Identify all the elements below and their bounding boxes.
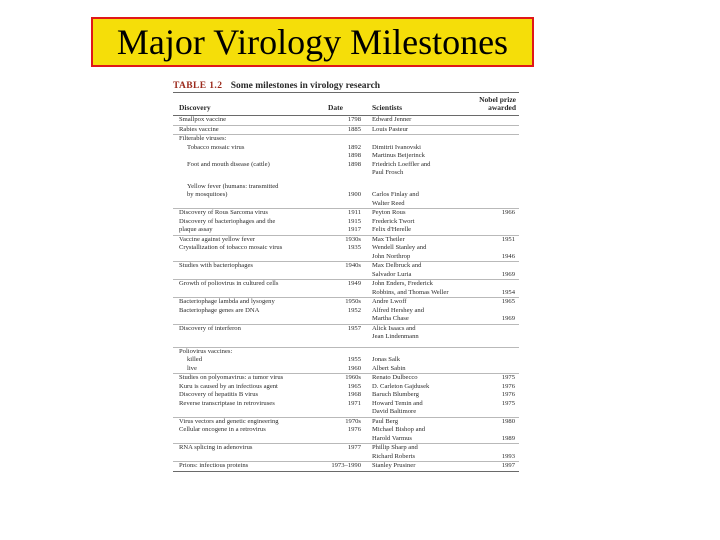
scientists-cell: Walter Reed (372, 199, 405, 207)
date-cell: 1960 (347, 364, 361, 372)
header-nobel-line1: Nobel prize (479, 95, 516, 104)
scientists-cell: John Enders, Frederick (372, 280, 433, 287)
scientists-cell: Dimitrii Ivanovski (372, 143, 421, 151)
date-cell: 1892 (347, 143, 361, 151)
discovery-cell: Poliovirus vaccines: (179, 347, 233, 355)
nobel-cell: 1946 (501, 252, 515, 260)
table-row (173, 400, 519, 409)
discovery-cell: Crystallization of tobacco mosaic virus (179, 244, 283, 251)
header-nobel-line2: awarded (488, 103, 516, 112)
table-row (173, 169, 519, 178)
nobel-cell: 1969 (501, 270, 515, 278)
table-row (173, 391, 519, 400)
nobel-cell: 1966 (501, 209, 515, 216)
milestones-table (173, 80, 519, 472)
discovery-cell: Bacteriophage lambda and lysogeny (179, 298, 275, 305)
date-cell: 1798 (347, 116, 361, 123)
table-row (173, 426, 519, 435)
table-row (173, 289, 519, 298)
discovery-cell: Kuru is caused by an infectious agent (179, 382, 278, 390)
date-cell: 1960s (345, 374, 361, 381)
date-cell: 1977 (347, 444, 361, 451)
discovery-cell: killed (187, 356, 203, 363)
table-row (173, 134, 519, 144)
scientists-cell: Alfred Hershey and (372, 306, 424, 314)
scientists-cell: Martinus Beijerinck (372, 152, 425, 159)
slide-title: Major Virology Milestones (116, 22, 509, 62)
table-row (173, 191, 519, 200)
table-row (173, 333, 519, 342)
scientists-cell: David Baltimore (372, 408, 417, 415)
scientists-cell: Wendell Stanley and (372, 244, 427, 251)
date-cell: 1957 (347, 324, 361, 332)
scientists-cell: Michael Bishop and (372, 426, 426, 433)
discovery-cell: Discovery of interferon (179, 324, 241, 332)
date-cell: 1930s (345, 235, 361, 243)
table-row (173, 261, 519, 271)
header-date: Date (328, 103, 343, 112)
table-row (173, 152, 519, 161)
table-row (173, 453, 519, 462)
table-body (173, 116, 519, 471)
nobel-cell: 1976 (501, 391, 515, 398)
scientists-cell: Jonas Salk (372, 356, 401, 363)
date-cell: 1949 (347, 280, 361, 287)
table-row (173, 200, 519, 209)
scientists-cell: Howard Temin and (372, 399, 423, 407)
nobel-cell: 1989 (501, 434, 515, 442)
scientists-cell: Friedrich Loeffler and (372, 160, 431, 168)
scientists-cell: Louis Pasteur (372, 125, 409, 133)
scientists-cell: John Northrop (372, 252, 411, 260)
discovery-cell: Growth of poliovirus in cultured cells (179, 280, 279, 287)
scientists-cell: D. Carleton Gajdusek (372, 382, 430, 390)
scientists-cell: Salvador Luria (372, 270, 412, 278)
discovery-cell: Discovery of bacteriophages and the (179, 217, 276, 225)
discovery-cell: Smallpox vaccine (179, 116, 227, 123)
table-row (173, 324, 519, 334)
header-scientists: Scientists (372, 103, 402, 112)
table-caption (173, 80, 519, 92)
table-row (173, 226, 519, 235)
discovery-cell: Prions: infectious proteins (179, 462, 249, 469)
table-row (173, 365, 519, 374)
discovery-cell: Filterable viruses: (179, 135, 227, 142)
scientists-cell: Baruch Blumberg (372, 391, 419, 398)
discovery-cell: Rabies vaccine (179, 125, 219, 133)
discovery-cell: Foot and mouth disease (cattle) (187, 160, 270, 168)
nobel-cell: 1976 (501, 382, 515, 390)
table-row (173, 116, 519, 125)
scientists-cell: Phillip Sharp and (372, 444, 418, 451)
table-row (173, 443, 519, 453)
table-row (173, 235, 519, 245)
scientists-cell: Renato Dulbecco (372, 374, 418, 381)
discovery-cell: Studies on polyomavirus: a tumor virus (179, 374, 284, 381)
discovery-cell: Reverse transcriptase in retroviruses (179, 399, 275, 407)
table-row (173, 144, 519, 153)
scientists-cell: Richard Roberts (372, 452, 416, 460)
nobel-cell: 1975 (501, 399, 515, 407)
nobel-cell: 1954 (501, 288, 515, 296)
discovery-cell: Discovery of Rous Sarcoma virus (179, 209, 268, 216)
table-row (173, 218, 519, 227)
date-cell: 1955 (347, 356, 361, 363)
date-cell: 1900 (347, 191, 361, 198)
table-row (173, 297, 519, 307)
discovery-cell: Vaccine against yellow fever (179, 235, 255, 243)
scientists-cell: Max Delbruck and (372, 262, 422, 269)
discovery-cell: Cellular oncogene in a retrovirus (179, 426, 266, 433)
table-row (173, 208, 519, 218)
discovery-cell: plaque assay (179, 226, 213, 233)
table-bottom-rule (173, 471, 519, 472)
discovery-cell: Bacteriophage genes are DNA (179, 306, 260, 314)
scientists-cell: Jean Lindenmann (372, 333, 419, 340)
table-row (173, 307, 519, 316)
scientists-cell: Edward Jenner (372, 116, 412, 123)
scientists-cell: Carlos Finlay and (372, 191, 419, 198)
date-cell: 1950s (345, 298, 361, 305)
date-cell: 1915 (347, 217, 361, 225)
scientists-cell: Andre Lwoff (372, 298, 407, 305)
table-row (173, 253, 519, 262)
date-cell: 1971 (347, 399, 361, 407)
header-nobel (479, 96, 516, 112)
discovery-cell: Studies with bacteriophages (179, 262, 253, 269)
header-discovery: Discovery (179, 103, 211, 112)
table-row (173, 315, 519, 324)
nobel-cell: 1997 (501, 462, 515, 469)
discovery-cell: by mosquitoes) (187, 191, 228, 198)
discovery-cell: live (187, 364, 197, 372)
date-cell: 1898 (347, 152, 361, 159)
table-row (173, 347, 519, 357)
date-cell: 1965 (347, 382, 361, 390)
table-row (173, 279, 519, 289)
nobel-cell: 1951 (501, 235, 515, 243)
table-row (173, 271, 519, 280)
table-header-row (173, 93, 519, 115)
scientists-cell: Martha Chase (372, 315, 409, 322)
date-cell: 1911 (348, 209, 361, 216)
scientists-cell: Stanley Prusiner (372, 462, 416, 469)
date-cell: 1973–1990 (331, 462, 361, 469)
table-row (173, 383, 519, 392)
scientists-cell: Peyton Rous (372, 209, 406, 216)
table-row (173, 356, 519, 365)
scientists-cell: Max Theiler (372, 235, 405, 243)
discovery-cell: Virus vectors and genetic engineering (179, 417, 279, 425)
nobel-cell: 1969 (501, 315, 515, 322)
discovery-cell: RNA splicing in adenovirus (179, 444, 253, 451)
scientists-cell: Robbins, and Thomas Weller (372, 288, 449, 296)
scientists-cell: Paul Frosch (372, 169, 404, 176)
scientists-cell: Frederick Twort (372, 217, 415, 225)
table-row (173, 408, 519, 417)
scientists-cell: Paul Berg (372, 417, 399, 425)
scientists-cell: Alick Isaacs and (372, 324, 416, 332)
nobel-cell: 1965 (501, 298, 515, 305)
table-row (173, 125, 519, 135)
table-row (173, 435, 519, 444)
date-cell: 1917 (347, 226, 361, 233)
date-cell: 1952 (347, 306, 361, 314)
scientists-cell: Harold Varmus (372, 434, 412, 442)
date-cell: 1885 (347, 125, 361, 133)
date-cell: 1970s (345, 417, 361, 425)
table-row (173, 461, 519, 471)
table-row (173, 373, 519, 383)
date-cell: 1968 (347, 391, 361, 398)
slide-title-box (91, 17, 534, 67)
nobel-cell: 1993 (501, 452, 515, 460)
table-caption-text: Some milestones in virology research (230, 81, 381, 91)
date-cell: 1935 (347, 244, 361, 251)
table-row (173, 183, 519, 192)
nobel-cell: 1975 (501, 374, 515, 381)
table-row (173, 244, 519, 253)
discovery-cell: Discovery of hepatitis B virus (179, 391, 259, 398)
table-row (173, 417, 519, 427)
date-cell: 1940s (345, 262, 361, 269)
discovery-cell: Yellow fever (humans: transmitted (187, 182, 279, 190)
table-caption-number: TABLE 1.2 (173, 81, 223, 91)
discovery-cell: Tobacco mosaic virus (187, 143, 245, 151)
scientists-cell: Felix d'Herelle (372, 226, 412, 233)
table-row (173, 161, 519, 170)
date-cell: 1976 (347, 426, 361, 433)
scientists-cell: Albert Sabin (372, 364, 406, 372)
nobel-cell: 1980 (501, 417, 515, 425)
date-cell: 1898 (347, 160, 361, 168)
